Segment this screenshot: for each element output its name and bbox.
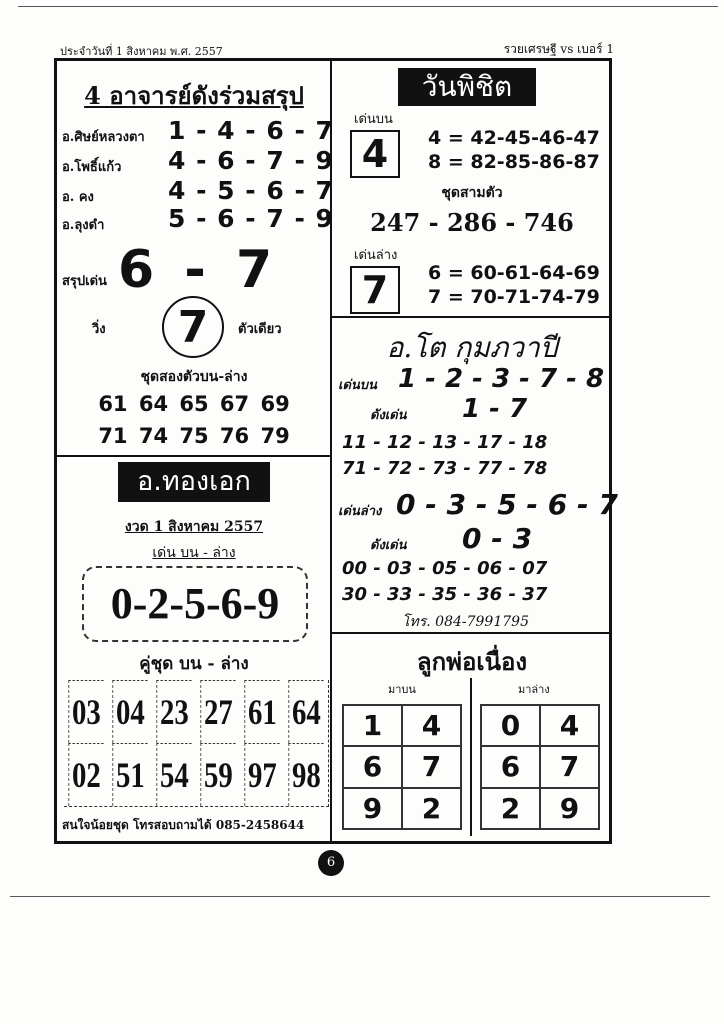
thongek-digits: 0-2-5-6-9 — [82, 566, 308, 642]
pair-cell: 27 — [200, 680, 235, 743]
header-date: ประจำวันที่ 1 สิงหาคม พ.ศ. 2557 — [60, 45, 223, 58]
to-lower-pairs-2: 30 - 33 - 35 - 36 - 37 — [342, 584, 548, 605]
three-digits: 247 - 286 - 746 — [370, 208, 574, 237]
summary-row-digits: 4 - 5 - 6 - 7 — [168, 176, 334, 205]
grid-digit: 6 — [481, 746, 540, 787]
highlight-digits: 6 - 7 — [118, 240, 279, 300]
upper-digit-box: 4 — [350, 130, 400, 178]
to-lower-digits: 0 - 3 - 5 - 6 - 7 — [396, 488, 618, 521]
thongek-title: อ.ทองเอก — [118, 462, 270, 502]
upper-grid-label: มาบน — [388, 683, 416, 696]
header-title: รวยเศรษฐี vs เบอร์ 1 — [503, 42, 614, 56]
top-rule — [18, 6, 718, 7]
pair-label: ชุดสองตัวบน-ล่าง — [140, 369, 248, 385]
summary-row-digits: 1 - 4 - 6 - 7 — [168, 116, 334, 145]
pair-cell: 23 — [156, 680, 191, 743]
grid-divider — [470, 678, 472, 836]
bottom-rule — [10, 896, 710, 897]
summary-row-name: อ.ลุงดำ — [62, 218, 105, 233]
thongek-date: งวด 1 สิงหาคม 2557 — [124, 519, 264, 535]
summary-row-name: อ. คง — [62, 190, 94, 205]
grid-digit: 2 — [481, 788, 540, 829]
pair-cell: 03 — [68, 680, 103, 743]
pair-cell: 04 — [112, 680, 147, 743]
summary-row-name: อ.โพธิ์แก้ว — [62, 160, 122, 175]
lower-line-1: 6 = 60-61-64-69 — [428, 262, 600, 284]
right-divider-1 — [330, 316, 612, 318]
to-lower-strong-digits: 0 - 3 — [462, 522, 533, 555]
three-label: ชุดสามตัว — [441, 185, 503, 201]
lower-grid-label: มาล่าง — [518, 683, 550, 696]
upper-line-1: 4 = 42-45-46-47 — [428, 127, 600, 149]
grid-digit: 6 — [343, 746, 402, 787]
to-upper-strong-label: ดังเด่น — [370, 408, 407, 423]
grid-digit: 0 — [481, 705, 540, 746]
highlight-label: สรุปเด่น — [62, 274, 107, 289]
left-divider — [54, 455, 332, 457]
pairs-row-1: 61 64 65 67 69 — [98, 392, 290, 416]
upper-line-2: 8 = 82-85-86-87 — [428, 151, 600, 173]
summary-row-digits: 4 - 6 - 7 - 9 — [168, 146, 334, 175]
lower-label: เด่นล่าง — [354, 248, 398, 263]
pair-cell: 54 — [156, 743, 191, 806]
pair-cell: 97 — [244, 743, 279, 806]
lower-grid — [480, 704, 600, 830]
summary-row-digits: 5 - 6 - 7 - 9 — [168, 204, 334, 233]
summary-title: 4 อาจารย์ดังร่วมสรุป — [84, 81, 304, 110]
to-lower-label: เด่นล่าง — [338, 504, 382, 519]
pair-cell: 51 — [112, 743, 147, 806]
to-upper-pairs-1: 11 - 12 - 13 - 17 - 18 — [342, 432, 548, 453]
grid-digit: 7 — [540, 746, 599, 787]
lower-line-2: 7 = 70-71-74-79 — [428, 286, 600, 308]
pair-cell: 59 — [200, 743, 235, 806]
to-title: อ.โต กุมภวาปี — [386, 331, 558, 364]
pairs-row-2: 71 74 75 76 79 — [98, 424, 290, 448]
run-digit: 7 — [177, 301, 209, 353]
run-label: วิ่ง — [92, 322, 106, 337]
wanphichit-title: วันพิชิต — [398, 68, 536, 106]
pair-grid — [64, 680, 329, 807]
run-circle — [162, 296, 224, 358]
upper-grid — [342, 704, 462, 830]
to-phone: โทร. 084-7991795 — [402, 614, 529, 630]
thongek-sub: เด่น บน - ล่าง — [152, 545, 236, 561]
to-upper-strong-digits: 1 - 7 — [462, 394, 528, 424]
grid-digit: 2 — [402, 788, 461, 829]
single-label: ตัวเดียว — [238, 322, 282, 337]
grid-digit: 9 — [540, 788, 599, 829]
summary-row-name: อ.ศิษย์หลวงตา — [62, 130, 145, 145]
thongek-pair-label: คู่ชุด บน - ล่าง — [139, 654, 249, 674]
pair-cell: 98 — [288, 743, 323, 806]
to-lower-strong-label: ดังเด่น — [370, 538, 407, 553]
to-lower-pairs-1: 00 - 03 - 05 - 06 - 07 — [342, 558, 548, 579]
thongek-contact: สนใจน้อยชุด โทรสอบถามได้ 085-2458644 — [62, 818, 305, 832]
pair-cell: 61 — [244, 680, 279, 743]
pair-cell: 02 — [68, 743, 103, 806]
grid-digit: 7 — [402, 746, 461, 787]
to-upper-label: เด่นบน — [338, 378, 377, 393]
grid-digit: 9 — [343, 788, 402, 829]
grid-digit: 1 — [343, 705, 402, 746]
page-number: 6 — [318, 850, 344, 876]
grid-digit: 4 — [402, 705, 461, 746]
father-son-title: ลูกพ่อเนื่อง — [416, 647, 528, 676]
to-upper-pairs-2: 71 - 72 - 73 - 77 - 78 — [342, 458, 548, 479]
upper-label: เด่นบน — [354, 112, 393, 127]
to-upper-digits: 1 - 2 - 3 - 7 - 8 — [398, 364, 605, 394]
lower-digit-box: 7 — [350, 266, 400, 314]
grid-digit: 4 — [540, 705, 599, 746]
pair-cell: 64 — [288, 680, 323, 743]
